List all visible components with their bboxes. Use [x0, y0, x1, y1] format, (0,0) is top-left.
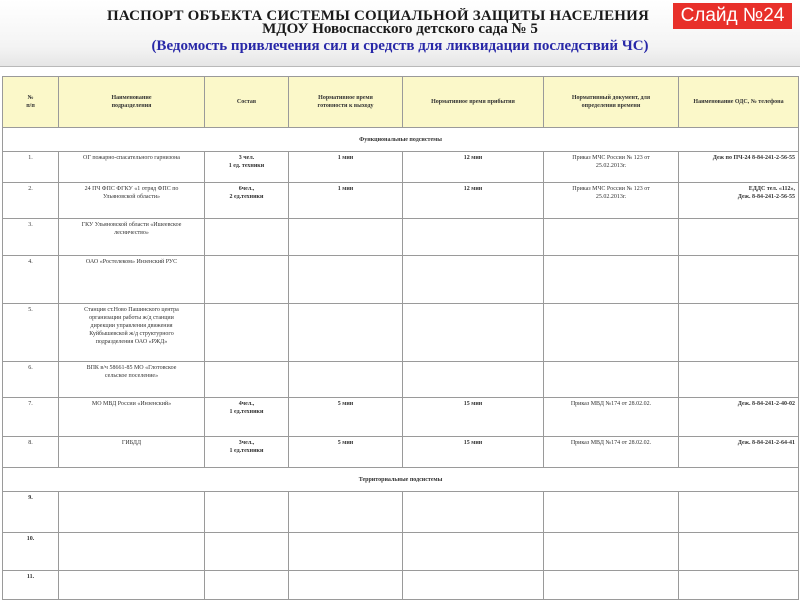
table-row	[3, 397, 799, 436]
regulation-document	[544, 255, 679, 303]
row-number	[3, 492, 59, 533]
unit-name	[59, 532, 205, 571]
page-title: ПАСПОРТ ОБЪЕКТА СИСТЕМЫ СОЦИАЛЬНОЙ ЗАЩИТЫ НАСЕЛЕНИЯ	[107, 8, 650, 24]
dispatch-phone-text: ЕДДС тел. «112», Деж. 8-84-241-2-56-55	[737, 185, 795, 200]
column-header-readiness-time: Нормативное время готовности к выходу	[289, 77, 403, 128]
regulation-document	[544, 219, 679, 256]
readiness-time	[289, 152, 403, 182]
dispatch-phone-text: Деж. 8-84-241-2-40-02	[737, 400, 795, 407]
row-number-text: 11.	[26, 574, 35, 581]
composition	[205, 255, 289, 303]
readiness-time	[289, 436, 403, 467]
arrival-time	[403, 303, 544, 362]
readiness-time	[289, 219, 403, 256]
table-row	[3, 492, 799, 533]
unit-name	[59, 182, 205, 219]
readiness-time-text: 1 мин	[337, 155, 354, 162]
readiness-time	[289, 571, 403, 600]
table-row	[3, 436, 799, 467]
composition	[205, 532, 289, 571]
regulation-document	[544, 397, 679, 436]
arrival-time-text: 15 мин	[463, 400, 483, 407]
dispatch-phone	[679, 492, 799, 533]
unit-name	[59, 152, 205, 182]
arrival-time	[403, 571, 544, 600]
column-header-dispatch-phone: Наименование ОДС, № телефона	[679, 77, 799, 128]
regulation-document	[544, 362, 679, 398]
unit-name-text: ОАО «Ростелеком» Инзенский РУС	[85, 258, 178, 265]
unit-name	[59, 492, 205, 533]
table-row	[3, 152, 799, 182]
dispatch-phone	[679, 571, 799, 600]
table-row	[3, 571, 799, 600]
column-header-composition: Состав	[205, 77, 289, 128]
arrival-time	[403, 182, 544, 219]
unit-name	[59, 303, 205, 362]
row-number	[3, 303, 59, 362]
section-row-territorial	[3, 467, 799, 491]
row-number-text: 7.	[28, 400, 33, 407]
row-number-text: 3.	[28, 222, 33, 229]
regulation-document-text: Приказ МВД №174 от 28.02.02.	[570, 439, 652, 446]
readiness-time	[289, 532, 403, 571]
regulation-document-text: Приказ МЧС России № 123 от 25.02.2013г.	[572, 185, 650, 200]
header-divider	[0, 66, 800, 67]
regulation-document	[544, 303, 679, 362]
unit-name-text: ГИБДД	[121, 439, 142, 446]
unit-name-text: МО МВД России «Инзенский»	[91, 400, 172, 407]
regulation-document	[544, 492, 679, 533]
regulation-document-text: Приказ МВД №174 от 28.02.02.	[570, 400, 652, 407]
arrival-time	[403, 255, 544, 303]
readiness-time	[289, 362, 403, 398]
unit-name-text: 24 ПЧ ФПС ФГКУ «1 отряд ФПС по Ульяновской области»	[84, 185, 179, 200]
row-number-text: 10.	[26, 535, 35, 542]
readiness-time	[289, 255, 403, 303]
arrival-time-text: 15 мин	[463, 439, 483, 446]
regulation-document	[544, 571, 679, 600]
readiness-time	[289, 303, 403, 362]
row-number-text: 5.	[28, 306, 33, 313]
composition	[205, 182, 289, 219]
unit-name-text: ВПК в/ч 58661-85 МО «Глотовское сельское поселение»	[86, 365, 177, 380]
composition	[205, 571, 289, 600]
readiness-time-text: 5 мин	[337, 439, 354, 446]
page-subtitle: (Ведомость привлечения сил и средств для ликвидации последствий ЧС)	[151, 38, 649, 54]
row-number	[3, 571, 59, 600]
section-label: Функциональные подсистемы	[3, 128, 799, 152]
row-number	[3, 255, 59, 303]
resources-table	[2, 76, 799, 600]
composition-text: 4чел., 1 ед.техники	[229, 400, 264, 415]
table-row	[3, 182, 799, 219]
slide-number-badge: Слайд №24	[673, 3, 792, 29]
composition	[205, 152, 289, 182]
row-number	[3, 532, 59, 571]
row-number	[3, 182, 59, 219]
column-header-unit: Наименование подразделения	[59, 77, 205, 128]
composition-text: 6чел., 2 ед.техники	[229, 185, 264, 200]
composition	[205, 219, 289, 256]
composition	[205, 303, 289, 362]
regulation-document	[544, 436, 679, 467]
arrival-time-text: 12 мин	[463, 155, 483, 162]
table-header-row	[3, 77, 799, 128]
arrival-time	[403, 436, 544, 467]
dispatch-phone	[679, 362, 799, 398]
composition-text: 3 чел. 1 ед. техники	[228, 155, 265, 170]
dispatch-phone	[679, 255, 799, 303]
regulation-document	[544, 152, 679, 182]
row-number-text: 9.	[28, 495, 33, 502]
composition	[205, 362, 289, 398]
table-row	[3, 532, 799, 571]
arrival-time	[403, 532, 544, 571]
arrival-time	[403, 152, 544, 182]
arrival-time	[403, 362, 544, 398]
dispatch-phone	[679, 397, 799, 436]
row-number	[3, 397, 59, 436]
section-row-functional	[3, 128, 799, 152]
dispatch-phone	[679, 219, 799, 256]
column-header-regulation: Нормативный документ, для определения времени	[544, 77, 679, 128]
arrival-time-text: 12 мин	[463, 185, 483, 192]
readiness-time	[289, 182, 403, 219]
unit-name-text: Станция ст.Ново Пашинского центра организации работы ж/д станции дирекции управления движения Куйбышевской ж/д структурного подразделения ОАО «РЖД»	[84, 306, 179, 345]
dispatch-phone-text: Деж. 8-84-241-2-64-41	[737, 439, 795, 446]
section-label: Территориальные подсистемы	[3, 467, 799, 491]
slide-header	[0, 0, 800, 66]
unit-name	[59, 255, 205, 303]
composition	[205, 397, 289, 436]
arrival-time	[403, 397, 544, 436]
institution-title: МДОУ Новоспасского детского сада № 5	[262, 21, 538, 37]
row-number	[3, 362, 59, 398]
arrival-time	[403, 219, 544, 256]
arrival-time	[403, 492, 544, 533]
readiness-time	[289, 492, 403, 533]
table-row	[3, 303, 799, 362]
regulation-document	[544, 532, 679, 571]
unit-name	[59, 362, 205, 398]
unit-name	[59, 397, 205, 436]
unit-name-text: ОГ пожарно-спасательного гарнизона	[83, 155, 180, 162]
unit-name	[59, 571, 205, 600]
unit-name-text: ГКУ Ульяновской области «Ишеевское лесничество»	[81, 222, 182, 237]
row-number-text: 8.	[28, 439, 33, 446]
row-number	[3, 152, 59, 182]
dispatch-phone	[679, 532, 799, 571]
row-number-text: 1.	[28, 155, 33, 162]
dispatch-phone	[679, 182, 799, 219]
readiness-time	[289, 397, 403, 436]
dispatch-phone	[679, 303, 799, 362]
row-number-text: 4.	[28, 258, 33, 265]
row-number	[3, 436, 59, 467]
table-row	[3, 255, 799, 303]
row-number-text: 6.	[28, 365, 33, 372]
readiness-time-text: 5 мин	[337, 400, 354, 407]
readiness-time-text: 1 мин	[337, 185, 354, 192]
dispatch-phone	[679, 436, 799, 467]
composition-text: 3чел., 1 ед.техники	[229, 439, 264, 454]
column-header-arrival-time: Нормативное время прибытия	[403, 77, 544, 128]
column-header-number: № п/п	[3, 77, 59, 128]
composition	[205, 436, 289, 467]
row-number-text: 2.	[28, 185, 33, 192]
unit-name	[59, 436, 205, 467]
table-row	[3, 219, 799, 256]
dispatch-phone	[679, 152, 799, 182]
unit-name	[59, 219, 205, 256]
regulation-document	[544, 182, 679, 219]
dispatch-phone-text: Деж по ПЧ-24 8-84-241-2-56-55	[712, 155, 795, 162]
composition	[205, 492, 289, 533]
regulation-document-text: Приказ МЧС России № 123 от 25.02.2013г.	[572, 155, 650, 170]
table-row	[3, 362, 799, 398]
row-number	[3, 219, 59, 256]
